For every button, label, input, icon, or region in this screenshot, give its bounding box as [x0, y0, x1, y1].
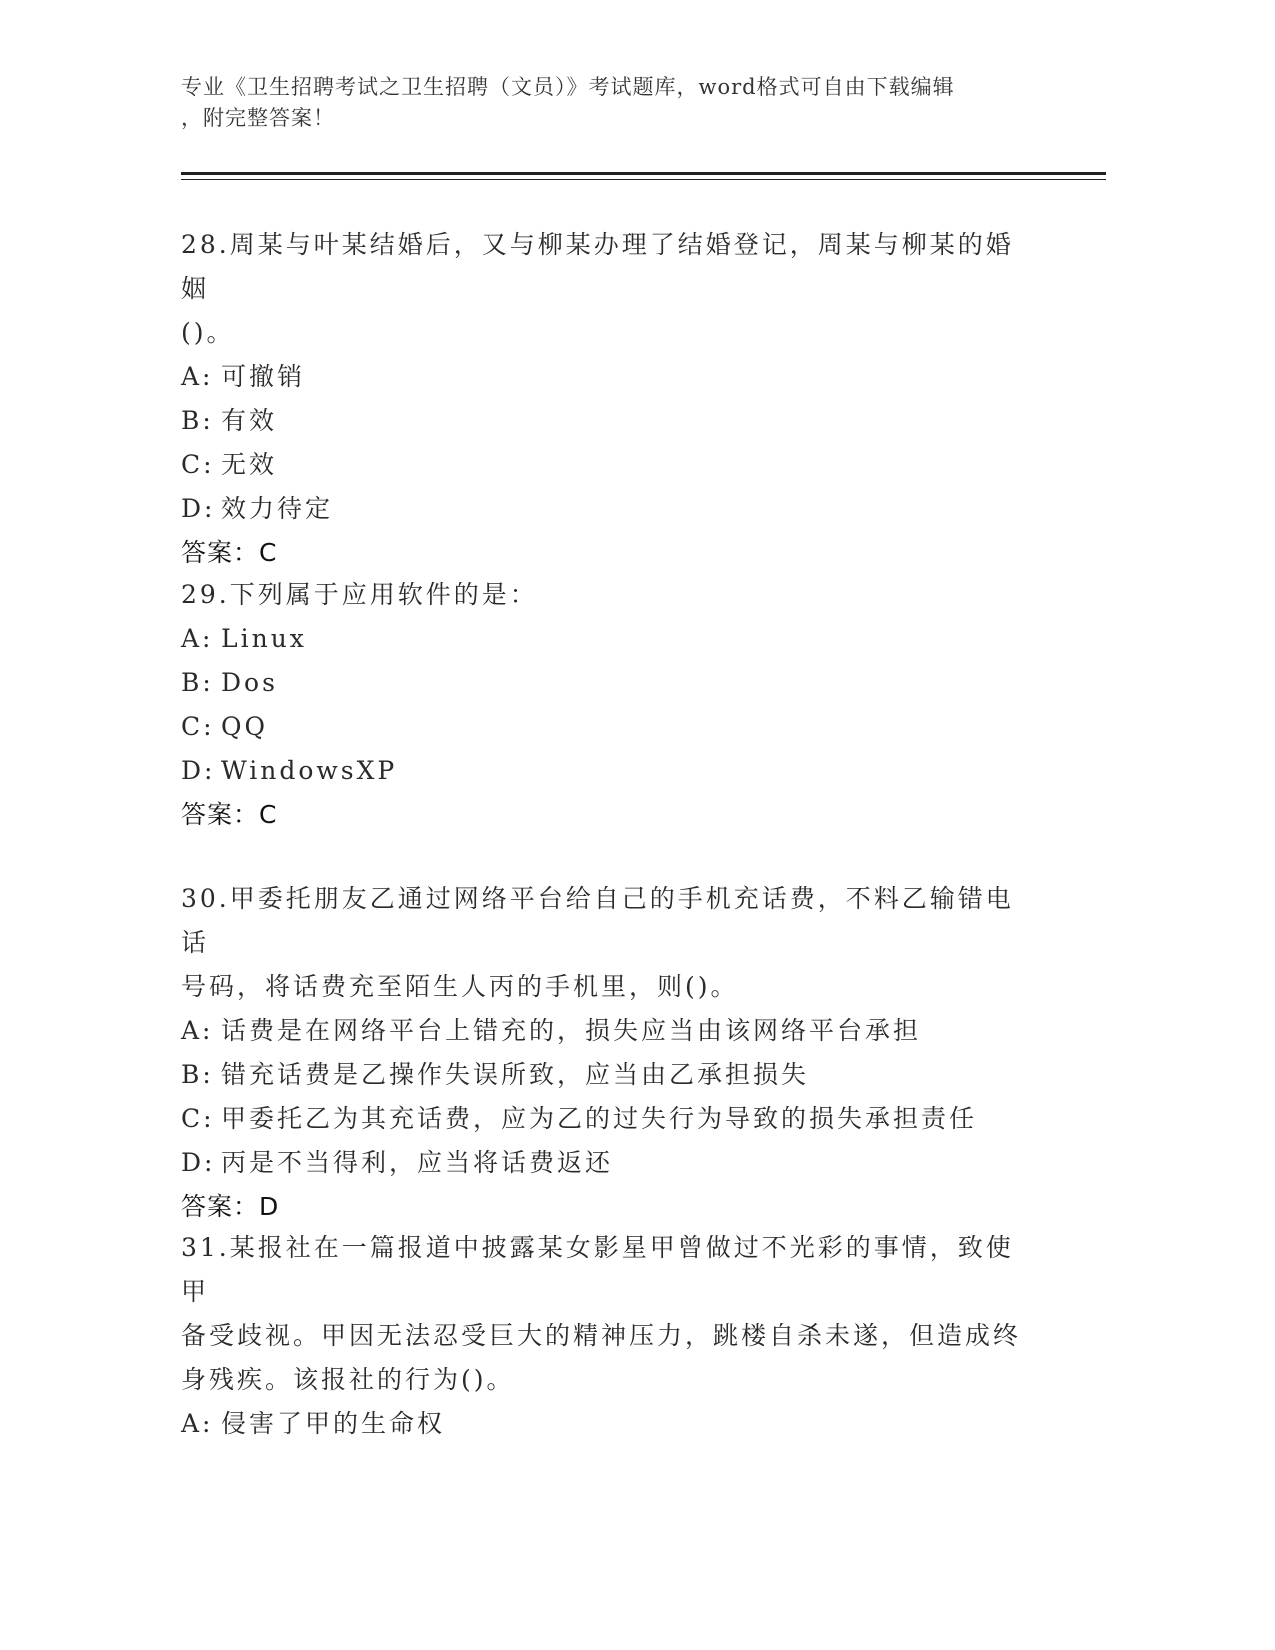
- header-divider-thick: [181, 172, 1106, 175]
- option-letter: D:: [181, 494, 216, 523]
- document-header: [181, 72, 1031, 134]
- option-letter: C:: [181, 712, 215, 741]
- question-stem-line: 29.下列属于应用软件的是：: [181, 580, 538, 609]
- header-line-1: 专业《卫生招聘考试之卫生招聘（文员）》考试题库，word格式可自由下载编辑: [181, 75, 955, 99]
- option-d: [181, 487, 1031, 531]
- option-text: 效力待定: [221, 494, 334, 523]
- option-a: [181, 617, 1031, 661]
- option-d: [181, 749, 1031, 793]
- option-letter: B:: [181, 406, 214, 435]
- question-29: [181, 573, 1031, 837]
- option-letter: A:: [181, 624, 214, 653]
- option-letter: B:: [181, 1060, 214, 1089]
- option-b: [181, 399, 1031, 443]
- question-stem-line: ()。: [181, 318, 235, 347]
- answer-line: 答案：C: [181, 538, 278, 567]
- question-stem-line: 31.某报社在一篇报道中披露某女影星甲曾做过不光彩的事情，致使甲: [181, 1233, 1014, 1306]
- option-b: [181, 661, 1031, 705]
- option-b: [181, 1053, 1031, 1097]
- option-text: 错充话费是乙操作失误所致，应当由乙承担损失: [221, 1060, 810, 1089]
- option-letter: A:: [181, 1016, 214, 1045]
- option-letter: C:: [181, 1104, 215, 1133]
- question-stem-line: 30.甲委托朋友乙通过网络平台给自己的手机充话费，不料乙输错电话: [181, 884, 1014, 957]
- question-31: [181, 1226, 1031, 1446]
- option-letter: D:: [181, 1148, 216, 1177]
- answer-line: 答案：D: [181, 1192, 280, 1221]
- option-text: 丙是不当得利，应当将话费返还: [221, 1148, 614, 1177]
- option-letter: B:: [181, 668, 214, 697]
- question-30: [181, 877, 1031, 1229]
- option-a: [181, 1009, 1031, 1053]
- question-stem-line: 号码，将话费充至陌生人丙的手机里，则()。: [181, 972, 739, 1001]
- option-letter: D:: [181, 756, 216, 785]
- option-text: 可撤销: [221, 362, 306, 391]
- option-text: Linux: [221, 624, 307, 653]
- option-text: 无效: [221, 450, 278, 479]
- option-d: [181, 1141, 1031, 1185]
- question-stem-line: 28.周某与叶某结婚后，又与柳某办理了结婚登记，周某与柳某的婚姻: [181, 230, 1014, 303]
- option-text: WindowsXP: [221, 756, 398, 785]
- option-c: [181, 1097, 1031, 1141]
- option-c: [181, 443, 1031, 487]
- option-text: 有效: [221, 406, 278, 435]
- option-text: QQ: [221, 712, 268, 741]
- question-stem-line: 身残疾。该报社的行为()。: [181, 1365, 515, 1394]
- option-text: 话费是在网络平台上错充的，损失应当由该网络平台承担: [221, 1016, 922, 1045]
- header-line-2: ，附完整答案！: [181, 106, 335, 130]
- option-a: [181, 1402, 1031, 1446]
- option-letter: A:: [181, 1409, 214, 1438]
- question-stem-line: 备受歧视。甲因无法忍受巨大的精神压力，跳楼自杀未遂，但造成终: [181, 1321, 1022, 1350]
- question-28: [181, 223, 1031, 575]
- option-letter: C:: [181, 450, 215, 479]
- header-divider-thin: [181, 179, 1106, 180]
- option-text: 甲委托乙为其充话费，应为乙的过失行为导致的损失承担责任: [221, 1104, 978, 1133]
- option-letter: A:: [181, 362, 214, 391]
- answer-line: 答案：C: [181, 800, 278, 829]
- option-a: [181, 355, 1031, 399]
- option-c: [181, 705, 1031, 749]
- option-text: Dos: [221, 668, 278, 697]
- option-text: 侵害了甲的生命权: [221, 1409, 446, 1438]
